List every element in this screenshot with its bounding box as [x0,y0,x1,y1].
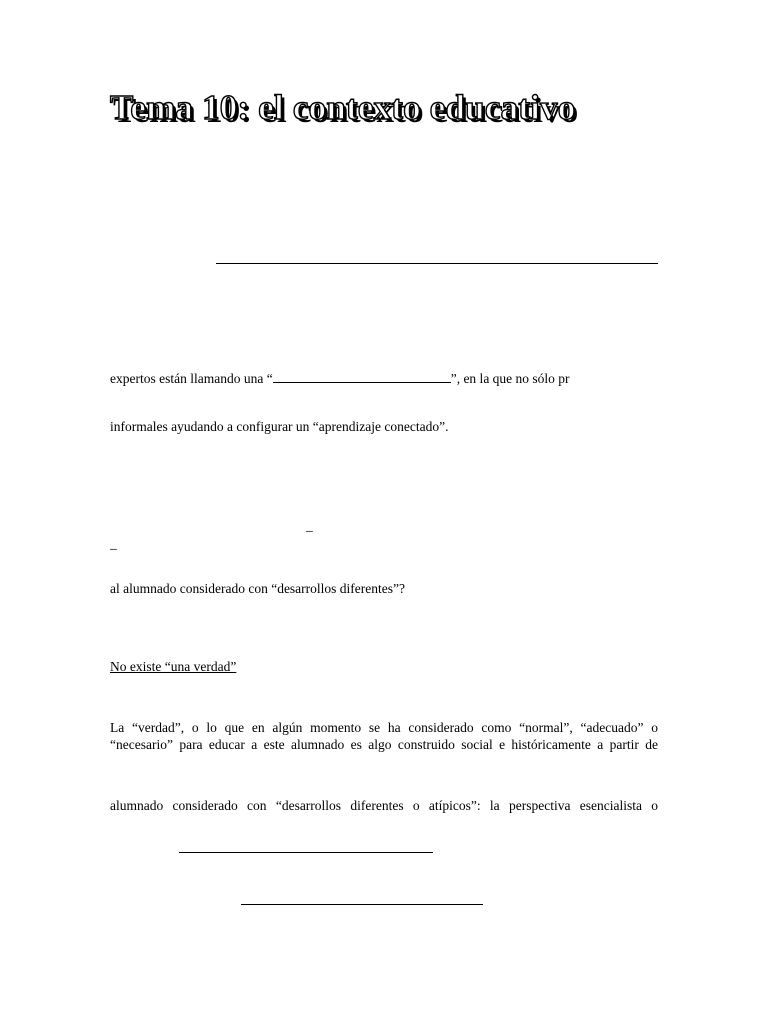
paragraph-text: ”, en la que no sólo pr [450,371,570,386]
document-title: Tema 10: el contexto educativo [110,88,576,127]
paragraph-line-verdad: La “verdad”, o lo que en algún momento se ha considerado como “normal”, “adecuado” o [110,720,658,735]
blank-line-2 [179,852,433,853]
section-heading: No existe “una verdad” [110,659,237,674]
paragraph-line-informales [110,419,448,435]
paragraph-text: informales ayudando a configurar un “aprendizaje conectado”. [110,419,449,434]
dash-mark-1: _ [306,518,313,533]
fill-in-blank [273,369,451,383]
paragraph-line-expertos [110,369,570,387]
blank-line-1 [216,263,658,264]
paragraph-line-necesario: “necesario” para educar a este alumnado es algo construido social e históricamente a partir de [110,737,658,752]
paragraph-line-desarrollos: alumnado considerado con “desarrollos diferentes o atípicos”: la perspectiva esencialista o [110,798,658,813]
paragraph-text: expertos están llamando una “ [110,371,273,386]
dash-mark-2: _ [110,536,117,551]
blank-line-3 [241,904,483,905]
paragraph-line-alumnado [110,581,405,597]
paragraph-text: al alumnado considerado con “desarrollos diferentes”? [110,581,406,596]
